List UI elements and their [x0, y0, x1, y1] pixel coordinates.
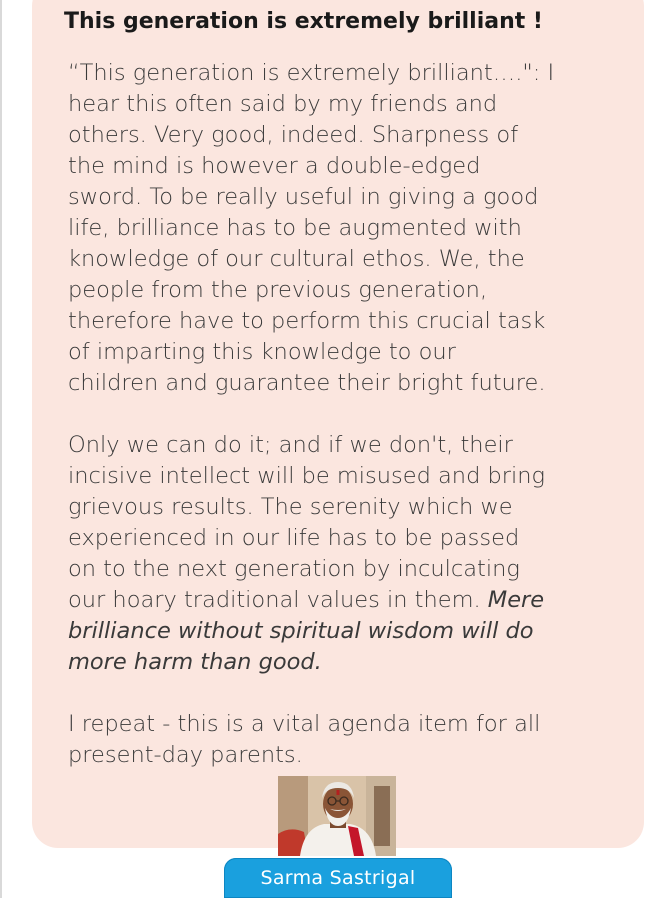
text-line: people from the previous generation, — [68, 277, 488, 303]
text-line: of imparting this knowledge to our — [68, 339, 456, 365]
author-portrait-icon — [278, 776, 396, 856]
page-edge-divider — [0, 0, 2, 898]
text-line: hear this often said by my friends and — [68, 91, 498, 117]
paragraph-3 — [68, 709, 628, 771]
text-line: experienced in our life has to be passed — [68, 525, 520, 551]
author-photo — [278, 776, 396, 856]
text-line: children and guarantee their bright future. — [68, 370, 546, 396]
text-line: life, brilliance has to be augmented with — [68, 215, 522, 241]
text-line: Only we can do it; and if we don't, their — [68, 432, 513, 458]
text-line-mixed — [68, 585, 628, 616]
text-line: therefore have to perform this crucial task — [68, 308, 546, 334]
paragraph-2 — [68, 430, 628, 678]
text-line: knowledge of our cultural ethos. We, the — [68, 246, 525, 272]
article-title: This generation is extremely brilliant ! — [64, 9, 543, 34]
author-name-badge: Sarma Sastrigal — [224, 858, 452, 898]
text-line: on to the next generation by inculcating — [68, 556, 520, 582]
text-line: I repeat - this is a vital agenda item for all — [68, 711, 541, 737]
text-italic-segment: Mere — [487, 587, 545, 613]
text-line-italic: more harm than good. — [68, 649, 322, 675]
text-line: grievous results. The serenity which we — [68, 494, 513, 520]
text-line-italic: brilliance without spiritual wisdom will do — [68, 618, 534, 644]
text-line: incisive intellect will be misused and bring — [68, 463, 546, 489]
article-body — [68, 58, 628, 771]
paragraph-1 — [68, 58, 628, 399]
text-line: present-day parents. — [68, 742, 303, 768]
text-line: “This generation is extremely brilliant….": I — [68, 60, 555, 86]
text-line: others. Very good, indeed. Sharpness of — [68, 122, 519, 148]
text-plain-segment: our hoary traditional values in them. — [68, 587, 488, 613]
text-line: sword. To be really useful in giving a good — [68, 184, 539, 210]
text-line: the mind is however a double-edged — [68, 153, 481, 179]
